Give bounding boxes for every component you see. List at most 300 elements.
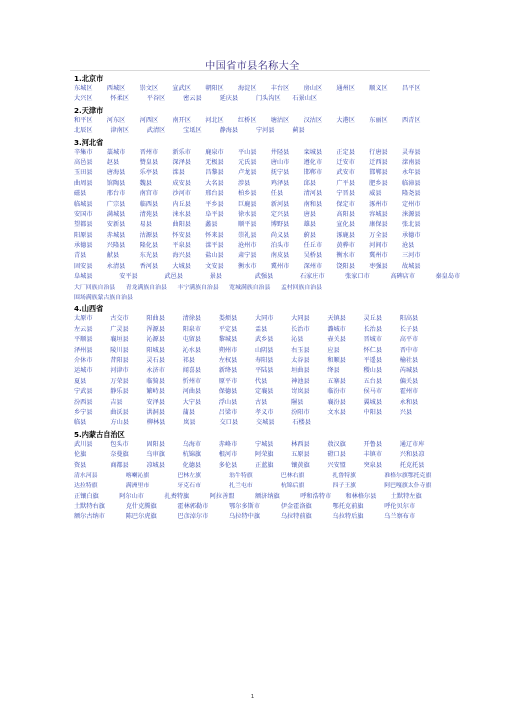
place-name: 赤峰市 — [218, 440, 238, 448]
place-name: 文水县 — [327, 408, 346, 416]
place-name: 新乐市 — [172, 148, 191, 156]
place-name: 满城县 — [106, 210, 126, 218]
place-name: 唐山市 — [270, 158, 290, 166]
place-name: 盂县 — [254, 325, 268, 333]
place-name: 三河市 — [401, 252, 421, 260]
place-name: 商都县 — [110, 461, 129, 469]
place-name: 万全县 — [369, 231, 388, 239]
place-name: 蓟县 — [292, 127, 305, 135]
place-name: 阿尔山市 — [119, 492, 144, 500]
place-name: 临县 — [74, 419, 87, 427]
place-name: 临猗县 — [146, 377, 165, 385]
place-name: 襄垣县 — [110, 336, 129, 344]
place-name: 成安县 — [172, 179, 191, 187]
place-name: 土默特右旗 — [74, 503, 105, 511]
place-name: 安平县 — [119, 273, 138, 281]
place-name: 内丘县 — [172, 200, 191, 208]
place-name: 赵县 — [106, 158, 120, 166]
place-name: 昔阳县 — [110, 356, 129, 364]
place-name: 潞城市 — [327, 325, 346, 333]
place-name: 侯马市 — [363, 388, 383, 396]
place-name: 唐海县 — [106, 169, 126, 177]
place-name: 乌拉特中旗 — [229, 513, 261, 521]
place-name: 阜平县 — [205, 210, 224, 218]
name-row — [74, 272, 461, 282]
place-name: 宁晋县 — [336, 190, 355, 198]
place-name: 和平区 — [74, 116, 93, 124]
place-name: 平定县 — [218, 325, 238, 333]
place-name: 卢龙县 — [237, 169, 257, 177]
place-name: 新河县 — [270, 200, 290, 208]
place-name: 尚义县 — [270, 231, 290, 239]
place-name: 阳城县 — [146, 346, 165, 354]
place-name: 朔州市 — [218, 346, 238, 354]
place-name: 房山区 — [303, 85, 323, 92]
place-name: 顺平县 — [237, 221, 257, 229]
name-row — [74, 148, 436, 158]
place-name: 古县 — [254, 398, 268, 406]
place-name: 翼城县 — [363, 398, 383, 406]
place-name: 藁城市 — [106, 148, 126, 156]
place-name: 吉县 — [110, 398, 123, 406]
name-row — [74, 512, 436, 522]
place-name: 辛集市 — [74, 148, 93, 156]
place-name: 祁县 — [182, 356, 195, 364]
place-name: 杭锦旗 — [182, 451, 202, 459]
place-name: 吴桥县 — [303, 252, 323, 260]
place-name: 东光县 — [139, 252, 159, 260]
place-name: 安泽县 — [146, 398, 165, 406]
name-row — [74, 408, 436, 418]
place-name: 兴隆县 — [106, 242, 126, 250]
document-title: 中国省市县名称大全 — [205, 61, 300, 72]
place-name: 永和县 — [399, 398, 419, 406]
place-name: 隆尧县 — [401, 190, 421, 198]
place-name: 威县 — [369, 190, 382, 198]
place-name: 清水河县 — [74, 472, 98, 479]
place-name: 塘沽区 — [270, 116, 290, 124]
name-row — [74, 220, 436, 230]
place-name: 沙河市 — [172, 190, 191, 198]
place-name: 丰镇市 — [363, 451, 383, 459]
name-row — [74, 283, 436, 293]
place-name: 开鲁县 — [363, 440, 383, 448]
place-name: 黄骅市 — [336, 242, 355, 250]
place-name: 崇文区 — [139, 85, 159, 92]
place-name: 长治市 — [291, 325, 310, 333]
name-row — [74, 418, 436, 428]
place-name: 准格尔旗鄂托克旗 — [384, 472, 432, 479]
place-name: 阳原县 — [74, 231, 93, 239]
place-name: 晋城市 — [363, 336, 383, 344]
place-name: 门头沟区 — [255, 95, 281, 103]
place-name: 介休市 — [74, 356, 93, 364]
place-name: 稷山县 — [363, 367, 383, 375]
place-name: 高碑店市 — [390, 273, 416, 281]
place-name: 大港区 — [336, 116, 355, 124]
place-name: 阿拉善盟 — [209, 492, 235, 500]
place-name: 宁武县 — [74, 388, 93, 396]
place-name: 固阳县 — [146, 440, 165, 448]
name-row — [74, 335, 436, 345]
place-name: 兴和县凉 — [399, 451, 425, 459]
place-name: 保定市 — [336, 200, 355, 208]
place-name: 乌拉特前旗 — [280, 513, 312, 521]
place-name: 夏县 — [74, 377, 87, 385]
place-name: 宽城满族自治县 — [229, 284, 271, 291]
place-name: 武强县 — [254, 273, 274, 281]
name-row — [74, 168, 436, 178]
place-name: 磴口县 — [327, 451, 346, 459]
place-name: 五台县 — [363, 377, 383, 385]
section — [74, 137, 461, 304]
place-name: 青县 — [74, 252, 87, 260]
name-row — [74, 492, 436, 502]
place-name: 长治县 — [363, 325, 383, 333]
place-name: 阳高县 — [399, 315, 419, 323]
place-name: 芮城县 — [399, 367, 419, 375]
name-row — [74, 356, 436, 366]
place-name: 平顺县 — [74, 336, 93, 344]
place-name: 五原县 — [291, 451, 310, 459]
place-name: 石家庄市 — [299, 273, 325, 281]
section-heading: 1.北京市 — [74, 74, 104, 83]
name-row — [74, 314, 436, 324]
place-name: 乌拉特后旗 — [332, 513, 364, 521]
place-name: 巴林左旗 — [177, 472, 201, 479]
name-row — [74, 158, 436, 168]
place-name: 临城县 — [74, 200, 93, 208]
place-name: 包头市 — [110, 440, 129, 448]
place-name: 大名县 — [205, 179, 224, 187]
place-name: 静乐县 — [110, 388, 129, 396]
place-name: 张家口市 — [345, 273, 370, 281]
place-name: 高阳县 — [336, 210, 355, 218]
name-row — [74, 366, 436, 376]
section-heading: 3.河北省 — [74, 137, 104, 147]
place-name: 阿荣旗 — [254, 451, 274, 459]
place-name: 天镇县 — [327, 315, 346, 323]
place-name: 土默特左旗 — [390, 492, 422, 500]
place-name: 元氏县 — [237, 158, 257, 166]
place-name: 临西县 — [139, 200, 159, 208]
place-name: 敖汉旗 — [327, 440, 346, 448]
place-name: 沁县 — [291, 336, 304, 344]
place-name: 繁峙县 — [146, 388, 165, 396]
place-name: 大厂回族自治县 — [74, 284, 116, 291]
place-name: 任丘市 — [303, 242, 323, 250]
place-name: 赞皇县 — [139, 158, 159, 166]
section — [74, 303, 436, 428]
place-name: 扎兰屯市 — [229, 483, 253, 490]
place-name: 达拉特旗 — [74, 483, 98, 490]
place-name: 通辽市库 — [399, 440, 425, 448]
place-name: 平泉县 — [172, 242, 191, 250]
place-name: 景县 — [209, 273, 222, 281]
place-name: 冀州市 — [270, 262, 290, 270]
place-name: 娄烦县 — [218, 315, 238, 323]
section-heading: 5.内蒙古自治区 — [74, 429, 125, 439]
place-name: 隆化县 — [139, 242, 159, 250]
place-name: 交城县 — [255, 419, 275, 427]
place-name: 广灵县 — [110, 325, 129, 333]
place-name: 永年县 — [401, 169, 421, 177]
place-name: 河间市 — [369, 242, 388, 250]
place-name: 突泉县 — [363, 461, 383, 469]
name-row — [74, 210, 436, 220]
place-name: 喀喇沁旗 — [125, 472, 150, 479]
place-name: 神池县 — [291, 377, 310, 385]
place-name: 翁牛特旗 — [229, 472, 253, 479]
place-name: 乌海市 — [182, 440, 202, 448]
place-name: 正镶白旗 — [74, 492, 99, 500]
place-name: 镶黄旗 — [291, 461, 310, 469]
place-name: 资县 — [74, 461, 87, 469]
place-name: 吕梁市 — [218, 408, 238, 416]
name-row — [74, 502, 436, 512]
place-name: 山阴县 — [254, 346, 274, 354]
place-name: 武乡县 — [254, 336, 274, 344]
place-name: 林西县 — [291, 440, 310, 448]
place-name: 宁河县 — [255, 127, 275, 135]
place-name: 延庆县 — [219, 95, 239, 103]
place-name: 邯郸市 — [303, 169, 323, 177]
place-name: 应县 — [327, 346, 340, 354]
place-name: 沽源县 — [139, 231, 159, 239]
place-name: 浮山县 — [218, 398, 238, 406]
place-name: 北辰区 — [74, 127, 93, 135]
place-name: 乌审旗 — [146, 451, 165, 459]
name-row — [74, 179, 436, 189]
place-name: 任县 — [270, 190, 284, 198]
place-name: 邢台县 — [205, 190, 224, 198]
place-name: 额尔古纳市 — [74, 513, 105, 521]
name-row — [74, 126, 436, 136]
place-name: 雄县 — [303, 221, 316, 229]
name-row — [74, 387, 436, 397]
place-name: 南和县 — [303, 200, 323, 208]
place-name: 灵寿县 — [401, 148, 421, 156]
place-name: 平谷区 — [146, 95, 166, 103]
place-name: 香河县 — [139, 262, 159, 270]
place-name: 涿鹿县 — [336, 231, 355, 239]
place-name: 张北县 — [401, 221, 421, 229]
place-name: 博野县 — [270, 221, 290, 229]
place-name: 肥乡县 — [369, 179, 388, 187]
place-name: 寿阳县 — [254, 356, 274, 364]
place-name: 容城县 — [369, 210, 388, 218]
place-name: 饶阳县 — [336, 262, 355, 270]
place-name: 西青区 — [401, 116, 421, 124]
place-name: 密云县 — [183, 95, 202, 103]
place-name: 平陆县 — [254, 367, 274, 375]
place-name: 垣曲县 — [291, 367, 310, 375]
place-name: 奈曼旗 — [110, 451, 129, 459]
place-name: 正定县 — [336, 148, 355, 156]
place-name: 太原市 — [74, 315, 93, 323]
place-name: 乐亭县 — [139, 169, 159, 177]
place-name: 四子王旗 — [332, 483, 357, 490]
place-name: 深州市 — [303, 262, 323, 270]
place-name: 曲沃县 — [110, 408, 129, 416]
place-name: 邢台市 — [106, 190, 126, 198]
place-name: 西城区 — [106, 85, 126, 92]
name-row — [74, 398, 436, 408]
name-row — [74, 450, 436, 460]
place-name: 岚县 — [183, 419, 196, 427]
place-name: 涞水县 — [172, 210, 191, 218]
place-name: 无极县 — [205, 158, 224, 166]
place-name: 昌黎县 — [205, 169, 224, 177]
name-row — [74, 325, 436, 335]
name-row — [74, 346, 436, 356]
place-name: 津南区 — [110, 127, 129, 135]
place-name: 赤城县 — [106, 231, 126, 239]
place-name: 井陉县 — [270, 148, 290, 156]
place-name: 古交市 — [110, 315, 129, 323]
place-name: 红桥区 — [237, 116, 257, 124]
place-name: 魏县 — [139, 179, 152, 187]
place-name: 怀来县 — [205, 231, 224, 239]
place-name: 滦县 — [172, 169, 185, 177]
place-name: 左权县 — [218, 356, 238, 364]
place-name: 鄂尔多斯市 — [229, 503, 261, 511]
place-name: 石景山区 — [292, 95, 318, 103]
place-name: 绛县 — [327, 367, 340, 375]
place-name: 玉田县 — [74, 169, 93, 177]
name-row — [74, 293, 436, 303]
name-row — [74, 481, 436, 491]
place-name: 安新县 — [106, 221, 126, 229]
name-row — [74, 231, 436, 241]
place-name: 清河县 — [303, 190, 323, 198]
place-name: 万荣县 — [110, 377, 129, 385]
place-name: 沁水县 — [182, 346, 202, 354]
place-name: 广宗县 — [106, 200, 126, 208]
place-name: 承德县 — [74, 242, 93, 250]
place-name: 阳曲县 — [146, 315, 165, 323]
place-name: 榆社县 — [399, 356, 419, 364]
place-name: 河北区 — [205, 116, 224, 124]
place-name: 灵丘县 — [363, 315, 383, 323]
place-name: 大兴区 — [74, 95, 93, 103]
place-name: 晋州市 — [139, 148, 159, 156]
place-name: 托克托县 — [399, 461, 425, 469]
place-name: 故城县 — [401, 262, 421, 270]
place-name: 凉城县 — [146, 461, 165, 469]
place-name: 克什克腾旗 — [125, 503, 157, 511]
name-row — [74, 116, 436, 126]
place-name: 扎赉特旗 — [164, 492, 190, 500]
place-name: 泽州县 — [74, 346, 93, 354]
name-row — [74, 251, 436, 261]
place-name: 河东区 — [106, 116, 126, 124]
place-name: 定兴县 — [270, 210, 290, 218]
place-name: 伦旗 — [74, 451, 87, 459]
place-name: 屯留县 — [182, 336, 202, 344]
section-heading: 4.山西省 — [74, 304, 104, 314]
place-name: 衡水市 — [336, 252, 355, 260]
place-name: 河曲县 — [182, 388, 202, 396]
title-divider — [70, 70, 430, 71]
place-name: 承德市 — [401, 231, 421, 239]
place-name: 乌兰察布市 — [384, 513, 416, 521]
place-name: 定州市 — [401, 200, 421, 208]
place-name: 高平市 — [399, 336, 419, 344]
place-name: 静海县 — [219, 127, 239, 135]
place-name: 左云县 — [74, 325, 93, 333]
place-name: 蠡县 — [205, 221, 218, 229]
place-name: 兴安盟 — [327, 461, 346, 469]
section — [74, 429, 436, 523]
place-name: 固安县 — [74, 262, 93, 270]
place-name: 浑源县 — [146, 325, 165, 333]
place-name: 襄汾县 — [327, 398, 346, 406]
place-name: 涞源县 — [401, 210, 421, 218]
place-name: 方山县 — [110, 419, 129, 427]
place-name: 黎城县 — [218, 336, 238, 344]
place-name: 陈巴尔虎旗 — [125, 513, 157, 521]
place-name: 邯郸县 — [369, 169, 388, 177]
place-name: 阿巴嘎旗太仆寺旗 — [384, 483, 432, 490]
place-name: 崇礼县 — [237, 231, 257, 239]
name-row — [74, 471, 436, 481]
place-name: 鄂托克前旗 — [332, 503, 364, 511]
place-name: 广平县 — [336, 179, 355, 187]
place-name: 巴林右旗 — [280, 472, 305, 479]
place-name: 沧县 — [401, 242, 415, 250]
place-name: 迁安市 — [336, 158, 355, 166]
place-name: 泊头市 — [270, 242, 290, 250]
place-name: 冀州市 — [369, 252, 388, 260]
place-name: 徐水县 — [237, 210, 257, 218]
place-name: 围场满族蒙古族自治县 — [74, 295, 133, 302]
place-name: 东城区 — [74, 85, 93, 92]
place-name: 洪洞县 — [146, 408, 165, 416]
name-row — [74, 241, 436, 251]
place-name: 交口县 — [219, 419, 239, 427]
place-name: 秦皇岛市 — [435, 273, 461, 281]
place-name: 滦南县 — [401, 158, 421, 166]
place-name: 海淀区 — [237, 85, 257, 92]
place-name: 额济纳旗 — [255, 492, 280, 500]
place-name: 易县 — [139, 221, 152, 229]
name-row — [74, 377, 436, 387]
place-name: 顺义区 — [369, 85, 388, 92]
place-name: 武邑县 — [164, 273, 183, 281]
place-name: 伊金霍洛旗 — [280, 503, 312, 511]
place-name: 武川县 — [74, 440, 93, 448]
place-name: 文安县 — [205, 262, 224, 270]
name-row — [74, 84, 436, 94]
place-name: 沧州市 — [237, 242, 257, 250]
place-name: 安国市 — [74, 210, 93, 218]
place-name: 五寨县 — [327, 377, 346, 385]
place-name: 大城县 — [172, 262, 191, 270]
place-name: 丰宁满族自治县 — [177, 284, 219, 291]
place-name: 沁源县 — [146, 336, 165, 344]
place-name: 唐县 — [303, 210, 316, 218]
place-name: 临漳县 — [401, 179, 421, 187]
place-name: 南开区 — [172, 116, 191, 124]
place-name: 隰县 — [291, 398, 304, 406]
place-name: 岢岚县 — [291, 388, 310, 396]
place-name: 右玉县 — [291, 346, 310, 354]
place-name: 中阳县 — [363, 408, 383, 416]
place-name: 柏乡县 — [237, 190, 257, 198]
place-name: 盐山县 — [205, 252, 224, 260]
place-name: 石楼县 — [292, 419, 311, 427]
